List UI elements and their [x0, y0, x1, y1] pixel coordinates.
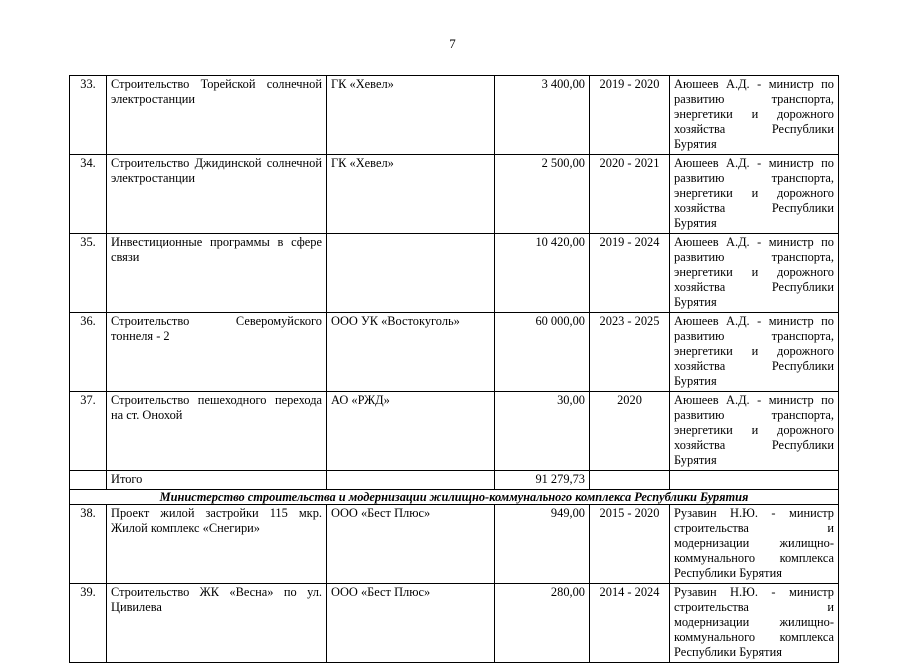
row-number: 35.	[70, 234, 107, 313]
project-name: Проект жилой застройки 115 мкр. Жилой комплекс «Снегири»	[107, 505, 327, 584]
total-period-cell	[590, 471, 670, 490]
project-period: 2019 - 2024	[590, 234, 670, 313]
project-period: 2023 - 2025	[590, 313, 670, 392]
row-number: 37.	[70, 392, 107, 471]
project-responsible: Рузавин Н.Ю. - министр строительства и модернизации жилищно-коммунального комплекса Республики Бурятия	[670, 505, 839, 584]
project-amount: 280,00	[495, 584, 590, 663]
project-name: Строительство Торейской солнечной электростанции	[107, 76, 327, 155]
project-responsible: Аюшеев А.Д. - министр по развитию транспорта, энергетики и дорожного хозяйства Республики Бурятия	[670, 76, 839, 155]
total-responsible-cell	[670, 471, 839, 490]
table-row	[70, 76, 839, 155]
project-responsible: Аюшеев А.Д. - министр по развитию транспорта, энергетики и дорожного хозяйства Республики Бурятия	[670, 234, 839, 313]
project-company	[327, 234, 495, 313]
table-row	[70, 584, 839, 663]
project-responsible: Рузавин Н.Ю. - министр строительства и модернизации жилищно-коммунального комплекса Республики Бурятия	[670, 584, 839, 663]
project-period: 2015 - 2020	[590, 505, 670, 584]
total-company-cell	[327, 471, 495, 490]
project-amount: 60 000,00	[495, 313, 590, 392]
total-amount: 91 279,73	[495, 471, 590, 490]
project-period: 2014 - 2024	[590, 584, 670, 663]
project-amount: 2 500,00	[495, 155, 590, 234]
project-company: ООО «Бест Плюс»	[327, 505, 495, 584]
project-responsible: Аюшеев А.Д. - министр по развитию транспорта, энергетики и дорожного хозяйства Республики Бурятия	[670, 155, 839, 234]
page-number: 7	[449, 36, 456, 51]
project-amount: 30,00	[495, 392, 590, 471]
project-name: Строительство Северомуйского тоннеля - 2	[107, 313, 327, 392]
total-row	[70, 471, 839, 490]
project-responsible: Аюшеев А.Д. - министр по развитию транспорта, энергетики и дорожного хозяйства Республики Бурятия	[670, 392, 839, 471]
table-row	[70, 155, 839, 234]
project-company: ГК «Хевел»	[327, 155, 495, 234]
total-number-cell	[70, 471, 107, 490]
table-row	[70, 392, 839, 471]
project-name: Строительство Джидинской солнечной электростанции	[107, 155, 327, 234]
table-row	[70, 313, 839, 392]
project-company: АО «РЖД»	[327, 392, 495, 471]
project-amount: 949,00	[495, 505, 590, 584]
projects-table	[69, 75, 839, 663]
row-number: 34.	[70, 155, 107, 234]
project-name: Инвестиционные программы в сфере связи	[107, 234, 327, 313]
project-company: ГК «Хевел»	[327, 76, 495, 155]
project-period: 2020	[590, 392, 670, 471]
project-name: Строительство ЖК «Весна» по ул. Цивилева	[107, 584, 327, 663]
table-row	[70, 505, 839, 584]
table-row	[70, 234, 839, 313]
project-period: 2020 - 2021	[590, 155, 670, 234]
project-amount: 10 420,00	[495, 234, 590, 313]
section-title: Министерство строительства и модернизации жилищно-коммунального комплекса Республики Бурятия	[70, 490, 839, 505]
project-amount: 3 400,00	[495, 76, 590, 155]
project-company: ООО «Бест Плюс»	[327, 584, 495, 663]
section-header-row	[70, 490, 839, 505]
project-period: 2019 - 2020	[590, 76, 670, 155]
row-number: 36.	[70, 313, 107, 392]
project-responsible: Аюшеев А.Д. - министр по развитию транспорта, энергетики и дорожного хозяйства Республики Бурятия	[670, 313, 839, 392]
project-company: ООО УК «Востокуголь»	[327, 313, 495, 392]
project-name: Строительство пешеходного перехода на ст. Онохой	[107, 392, 327, 471]
row-number: 33.	[70, 76, 107, 155]
total-label: Итого	[107, 471, 327, 490]
row-number: 39.	[70, 584, 107, 663]
row-number: 38.	[70, 505, 107, 584]
